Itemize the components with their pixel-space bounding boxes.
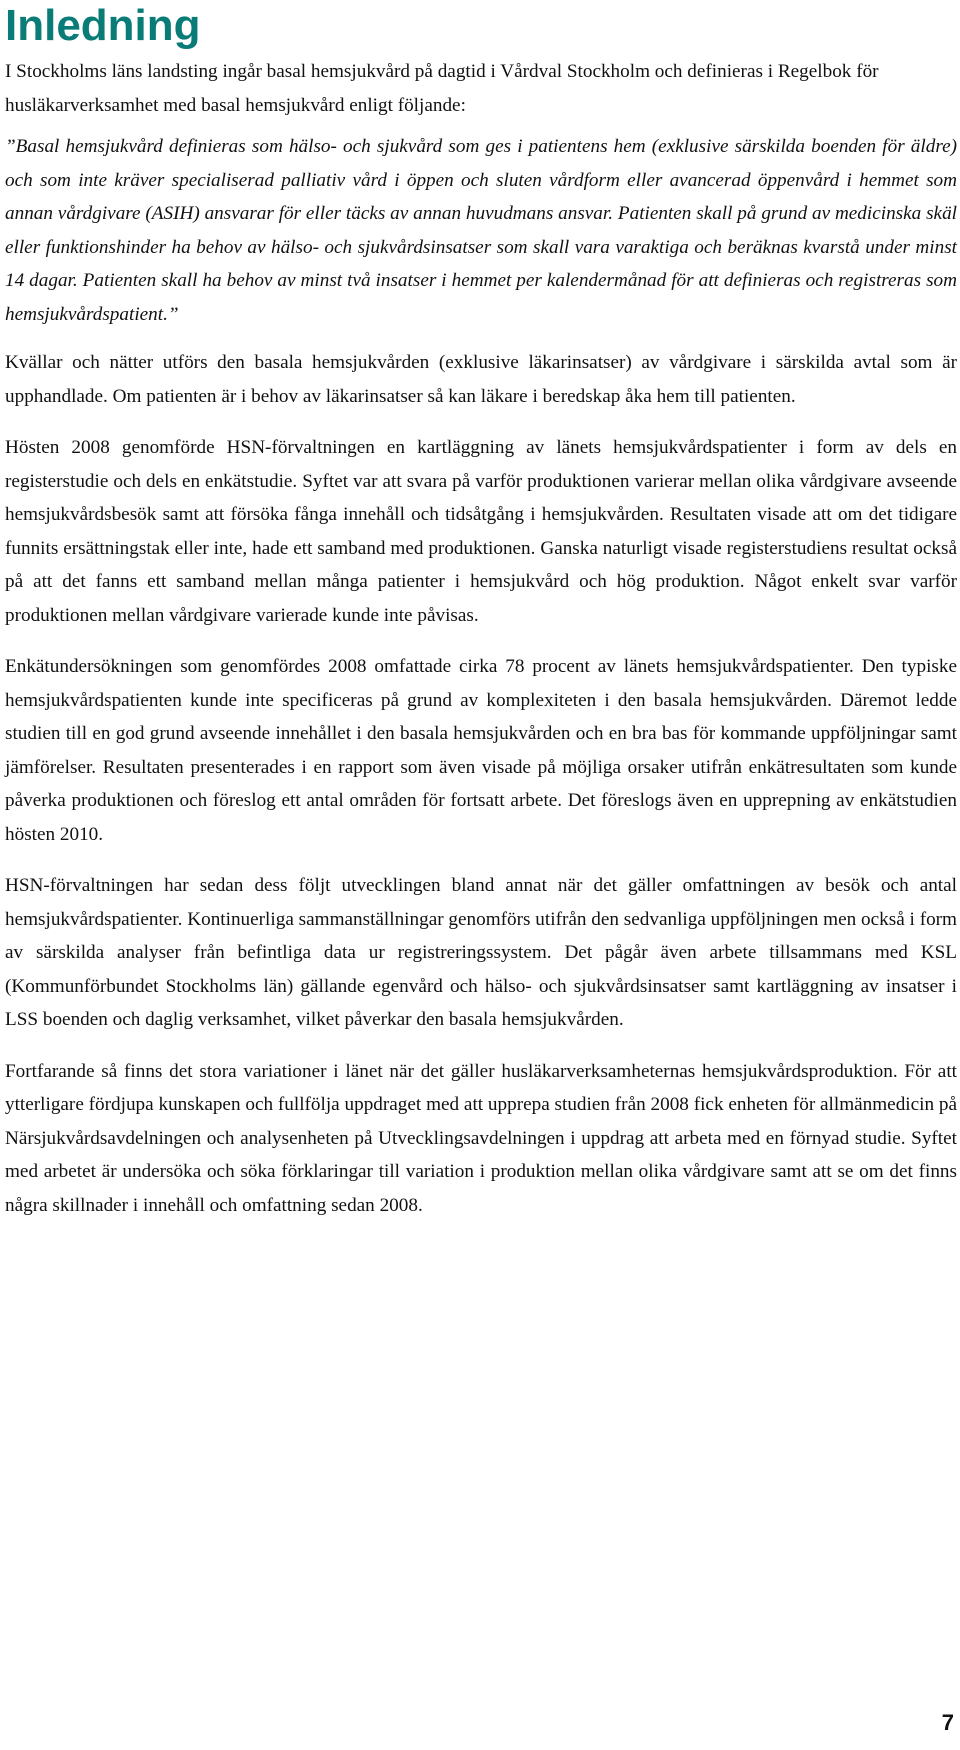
body-paragraph: Fortfarande så finns det stora variationer i länet när det gäller husläkarverksamheternas hemsjukvårdsproduktion. För att ytterligare fördjupa kunskapen och fullfölja uppdraget med att upprepa studien från 2008 fick enheten för allmänmedicin på Närsjukvårdsavdelningen och analysenheten på Utvecklingsavdelningen i uppdrag att arbeta med en förnyad studie. Syftet med arbetet är undersöka och söka förklaringar till variation i produktion mellan olika vårdgivare samt att se om det finns några skillnader i innehåll och omfattning sedan 2008. — [5, 1060, 957, 1216]
body-paragraph: Enkätundersökningen som genomfördes 2008 omfattade cirka 78 procent av länets hemsjukvårdspatienter. Den typiske hemsjukvårdspatienten kunde inte specificeras på grund av komplexiteten i den basala hemsjukvården. Däremot ledde studien till en god grund avseende innehållet i den basala hemsjukvården och en bra bas för kommande uppföljningar samt jämförelser. Resultaten presenterades i en rapport som även visade på möjliga orsaker utifrån enkätresultaten som kunde påverka produktionen och föreslog ett antal områden för fortsatt arbete. Det föreslogs även en upprepning av enkätstudien hösten 2010. — [5, 656, 957, 845]
section-heading: Inledning — [5, 1, 201, 50]
body-paragraph: HSN-förvaltningen har sedan dess följt utvecklingen bland annat när det gäller omfattningen av besök och antal hemsjukvårdspatienter. Kontinuerliga sammanställningar genomförs utifrån den sedvanliga uppföljningen men också i form av särskilda analyser från befintliga data ur registreringssystem. Det pågår även arbete tillsammans med KSL (Kommunförbundet Stockholms län) gällande egenvård och hälso- och sjukvårdsinsatser samt kartläggning av insatser i LSS boenden och daglig verksamhet, vilket påverkar den basala hemsjukvården. — [5, 875, 957, 1030]
body-paragraph: Kvällar och nätter utförs den basala hemsjukvården (exklusive läkarinsatser) av vårdgivare i särskilda avtal som är upphandlade. Om patienten är i behov av läkarinsatser så kan läkare i beredskap åka hem till patienten. — [5, 352, 957, 407]
definition-quote: ”Basal hemsjukvård definieras som hälso- och sjukvård som ges i patientens hem (exklusive särskilda boenden för äldre) och som inte kräver specialiserad palliativ vård i öppen och sluten vårdform eller avancerad öppenvård i hemmet som annan vårdgivare (ASIH) ansvarar för eller täcks av annan huvudmans ansvar. Patienten skall på grund av medicinska skäl eller funktionshinder ha behov av hälso- och sjukvårdsinsatser som skall vara varaktiga och beräknas kvarstå under minst 14 dagar. Patienten skall ha behov av minst två insatser i hemmet per kalendermånad för att definieras och registreras som hemsjukvårdspatient.” — [5, 136, 957, 325]
document-page — [5, 0, 957, 1240]
body-paragraph: Hösten 2008 genomförde HSN-förvaltningen en kartläggning av länets hemsjukvårdspatienter i form av dels en registerstudie och dels en enkätstudie. Syftet var att svara på varför produktionen varierar mellan olika vårdgivare avseende hemsjukvårdsbesök samt att försöka fånga innehåll och tidsåtgång i hemsjukvården. Resultaten visade att om det tidigare funnits ersättningstak eller inte, hade ett samband med produktionen. Ganska naturligt visade registerstudiens resultat också på att det fanns ett samband mellan många patienter i hemsjukvård och hög produktion. Något enkelt svar varför produktionen mellan vårdgivare varierade kunde inte påvisas. — [5, 437, 957, 626]
page-number: 7 — [941, 1710, 954, 1735]
intro-paragraph: I Stockholms läns landsting ingår basal hemsjukvård på dagtid i Vårdval Stockholm och definieras i Regelbok för husläkarverksamhet med basal hemsjukvård enligt följande: — [5, 61, 879, 116]
